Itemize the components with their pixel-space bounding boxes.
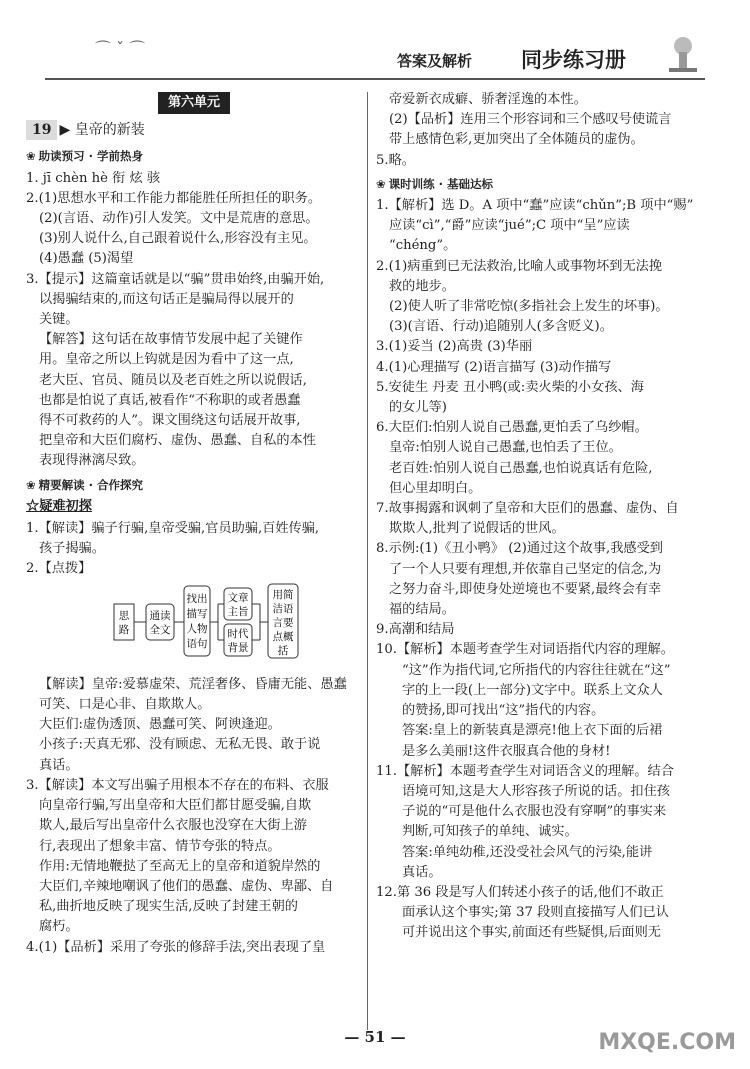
answer-line: 4.(1)心理描写 (2)语言描写 (3)动作描写 — [376, 359, 612, 375]
svg-text:背景: 背景 — [227, 641, 249, 654]
svg-text:找出: 找出 — [186, 592, 208, 605]
answer-line: 老百姓:怕别人说自己愚蠢,也怕说真话有危险, — [389, 460, 653, 476]
answer-line: 8.示例:(1)《丑小鸭》 (2)通过这个故事,我感受到 — [376, 541, 663, 557]
answer-line: 6.大臣们:怕别人说自己愚蠢,更怕丢了乌纱帽。 — [376, 420, 648, 436]
svg-text:路: 路 — [118, 623, 130, 636]
answer-line: 可并说出这个事实,前面还有些疑惧,后面则无 — [402, 925, 661, 941]
section-heading: ❀ 课时训练 · 基础达标 — [376, 176, 494, 191]
answer-line: 救的地步。 — [389, 278, 455, 294]
answer-line: 12.第 36 段是写人们转述小孩子的话,他们不敢正 — [376, 884, 664, 900]
answer-line: 10.【解析】本题考查学生对词语指代内容的理解。 — [376, 642, 674, 658]
answer-line: (3)(言语、行动)追随别人(多含贬义)。 — [389, 319, 613, 335]
answer-line: 子说的“可是他什么衣服也没有穿啊”的事实来 — [402, 804, 667, 820]
answer-line: 应读“cì”,“爵”应读“jué”;C 项中“呈”应读 — [389, 218, 630, 234]
answer-line: 11.【解析】本题考查学生对词语含义的理解。结合 — [376, 763, 674, 779]
answer-line: 表现得淋漓尽致。 — [39, 453, 145, 469]
answer-line: 的赞扬,即可找出“这”指代的内容。 — [402, 703, 605, 719]
answer-line: 欺欺人,批判了说假话的世风。 — [389, 521, 565, 537]
svg-text:通读: 通读 — [149, 609, 171, 622]
diagram-box-read — [146, 604, 174, 640]
answer-line: 9.高潮和结局 — [376, 622, 455, 638]
svg-text:语句: 语句 — [186, 637, 208, 650]
answer-line: 帝爱新衣成癖、骄奢淫逸的本性。 — [389, 92, 587, 107]
answer-line: 私,曲折地反映了现实生活,反映了封建王朝的 — [39, 899, 298, 915]
svg-text:文章: 文章 — [227, 591, 249, 604]
answer-line: 2.(1)病重到已无法救治,比喻人或事物坏到无法挽 — [376, 258, 663, 274]
answer-line: 大臣们:虚伪透顶、愚蠢可笑、阿谀逢迎。 — [39, 717, 281, 733]
answer-line: 真话。 — [402, 864, 442, 880]
header-title: 同步练习册 — [521, 47, 626, 72]
answer-line: 但心里却明白。 — [389, 480, 482, 496]
thinking-diagram — [26, 582, 362, 660]
answer-line: (2)【品析】连用三个形容词和三个感叹号使谎言 — [389, 112, 672, 128]
answer-line: 小孩子:天真无邪、没有顾虑、无私无畏、敢于说 — [39, 737, 321, 753]
svg-text:全文: 全文 — [149, 623, 171, 636]
answer-line: 7.故事揭露和讽刺了皇帝和大臣们的愚蠢、虚伪、自 — [376, 501, 679, 517]
answer-line: 答案:皇上的新装真是漂亮!他上衣下面的后裙 — [402, 723, 663, 739]
answer-line: 行,表现出了想象丰富、情节夸张的特点。 — [39, 838, 281, 854]
chevron-right-icon: ▶ — [59, 122, 71, 139]
diagram-box-background — [224, 624, 252, 656]
unit-banner — [26, 92, 362, 114]
answer-line: (2)(言语、动作)引人发笑。文中是荒唐的意思。 — [39, 211, 319, 227]
answer-line: 可笑、口是心非、自欺欺人。 — [39, 697, 211, 713]
answer-line: 欺人,最后写出皇帝什么衣服也没穿在大街上游 — [39, 818, 307, 834]
book-icon: ❀ — [26, 477, 36, 492]
answer-line: 的女儿等) — [389, 400, 447, 416]
answer-line: 1. jī chèn hè 衔 炫 骇 — [26, 170, 161, 186]
answer-line: 【解答】这句话在故事情节发展中起了关键作 — [39, 332, 303, 348]
answer-line: 1.【解析】选 D。A 项中“蠢”应读“chǔn”;B 项中“赐” — [376, 198, 694, 214]
answer-line: (3)别人说什么,自己跟着说什么,形容没有主见。 — [39, 231, 317, 247]
left-column — [26, 90, 362, 958]
answer-line: 孩子揭骗。 — [39, 541, 105, 557]
svg-text:人物: 人物 — [186, 622, 208, 635]
diagram-box-summarize — [268, 584, 298, 658]
answer-line: 2.(1)思想水平和工作能力都能胜任所担任的职务。 — [26, 190, 322, 206]
answer-line: 【解读】皇帝:爱慕虚荣、荒淫奢侈、昏庸无能、愚蠢 — [39, 676, 347, 692]
answer-line: 皇帝:怕别人说自己愚蠢,也怕丢了王位。 — [389, 440, 622, 456]
svg-text:思: 思 — [118, 609, 130, 622]
answer-line: 5.略。 — [376, 152, 415, 168]
answer-line: 腐朽。 — [39, 919, 79, 935]
diagram-box-theme — [224, 588, 252, 620]
answer-line: (2)使人听了非常吃惊(多指社会上发生的坏事)。 — [389, 299, 669, 315]
section-heading: ❀ 助读预习 · 学前热身 — [26, 149, 144, 164]
answer-line: 真话。 — [39, 757, 79, 773]
page-number: — 51 — — [344, 1028, 406, 1046]
answer-line: 1.【解读】骗子行骗,皇帝受骗,官员助骗,百姓传骗, — [26, 521, 320, 537]
answer-line: 关键。 — [39, 312, 79, 328]
answer-line: 面承认这个事实;第 37 段则直接描写人们已认 — [402, 905, 669, 921]
answer-line: 3.(1)妥当 (2)高贵 (3)华丽 — [376, 339, 533, 355]
answer-line: 字的上一段(上一部分)文字中。联系上文众人 — [402, 682, 663, 698]
lesson-title: 皇帝的新装 — [74, 122, 145, 139]
book-icon: ❀ — [26, 149, 36, 164]
answer-line: 作用:无情地鞭挞了至高无上的皇帝和道貌岸然的 — [39, 858, 321, 874]
answer-line: 用。皇帝之所以上钩就是因为看中了这一点, — [39, 352, 294, 368]
answer-line: 答案:单纯幼稚,还没受社会风气的污染,能讲 — [402, 844, 653, 860]
answer-line: 语境可知,这是大人形容孩子所说的话。扣住孩 — [402, 783, 670, 799]
birds-icon: ⌒ ˇ ⌒ — [95, 39, 146, 58]
answer-line: 了一个人只要有理想,并依靠自己坚定的信念,为 — [389, 561, 662, 577]
answer-line: 也都是怕说了真话,被看作“不称职的或者愚蠢 — [39, 392, 301, 408]
answer-line: 向皇帝行骗,写出皇帝和大臣们都甘愿受骗,自欺 — [39, 798, 312, 814]
watermark: MXQE.COM — [598, 1030, 736, 1055]
answer-line: 大臣们,辛辣地嘲讽了他们的愚蠢、虚伪、卑鄙、自 — [39, 878, 334, 894]
svg-text:描写: 描写 — [186, 607, 208, 620]
answer-line: 5.安徒生 丹麦 丑小鸭(或:卖火柴的小女孩、海 — [376, 379, 644, 395]
answer-line: 之努力奋斗,即使身处逆境也不要紧,最终会有幸 — [389, 581, 662, 597]
section-heading: ❀ 精要解读 · 合作探究 — [26, 477, 144, 492]
answer-line: 2.【点拨】 — [26, 561, 92, 577]
svg-text:用简: 用简 — [272, 588, 294, 601]
answer-line: 判断,可知孩子的单纯、诚实。 — [402, 824, 578, 840]
answer-line: “chéng”。 — [389, 238, 457, 254]
book-icon: ❀ — [376, 176, 386, 191]
star-icon: ☆ — [26, 498, 40, 514]
answer-line: 是多么美丽!这件衣服真合他的身材! — [402, 743, 611, 759]
svg-text:洁语: 洁语 — [272, 602, 294, 615]
lighthouse-icon — [663, 34, 703, 74]
answer-line: 老大臣、官员、随员以及老百姓之所以说假话, — [39, 372, 307, 388]
column-divider — [367, 92, 368, 1030]
answer-line: 3.【提示】这篇童话就是以“骗”贯串始终,由骗开始, — [26, 271, 325, 287]
lesson-heading — [26, 120, 362, 140]
svg-text:点概: 点概 — [272, 630, 294, 643]
subsection-heading: ☆疑难初探 — [26, 498, 92, 514]
diagram-box-silu — [114, 604, 134, 640]
svg-text:括: 括 — [277, 644, 289, 657]
answer-line: 带上感情色彩,更加突出了全体随员的虚伪。 — [389, 132, 644, 148]
answer-line: 3.【解读】本文写出骗子用根本不存在的布料、衣服 — [26, 777, 329, 793]
answer-line: 得不可救药的人”。课文围绕这句话展开故事, — [39, 413, 301, 429]
answer-line: 福的结局。 — [389, 602, 455, 618]
answer-line: 4.(1)【品析】采用了夸张的修辞手法,突出表现了皇 — [26, 939, 326, 955]
answer-line: 以揭骗结束的,而这句话正是骗局得以展开的 — [39, 291, 294, 307]
answer-line: “这”作为指代词,它所指代的内容往往就在“这” — [402, 662, 671, 678]
lesson-number: 19 — [26, 120, 57, 140]
right-column — [376, 90, 706, 944]
diagram-box-find — [184, 586, 210, 656]
svg-text:主旨: 主旨 — [227, 605, 249, 618]
header-subtitle: 答案及解析 — [397, 52, 473, 70]
svg-text:言要: 言要 — [272, 616, 294, 629]
page-header — [45, 38, 705, 80]
answer-line: 把皇帝和大臣们腐朽、虚伪、愚蠢、自私的本性 — [39, 433, 316, 449]
svg-text:时代: 时代 — [227, 627, 249, 640]
answer-line: (4)愚蠢 (5)渴望 — [39, 251, 134, 267]
unit-label: 第六单元 — [158, 92, 230, 114]
